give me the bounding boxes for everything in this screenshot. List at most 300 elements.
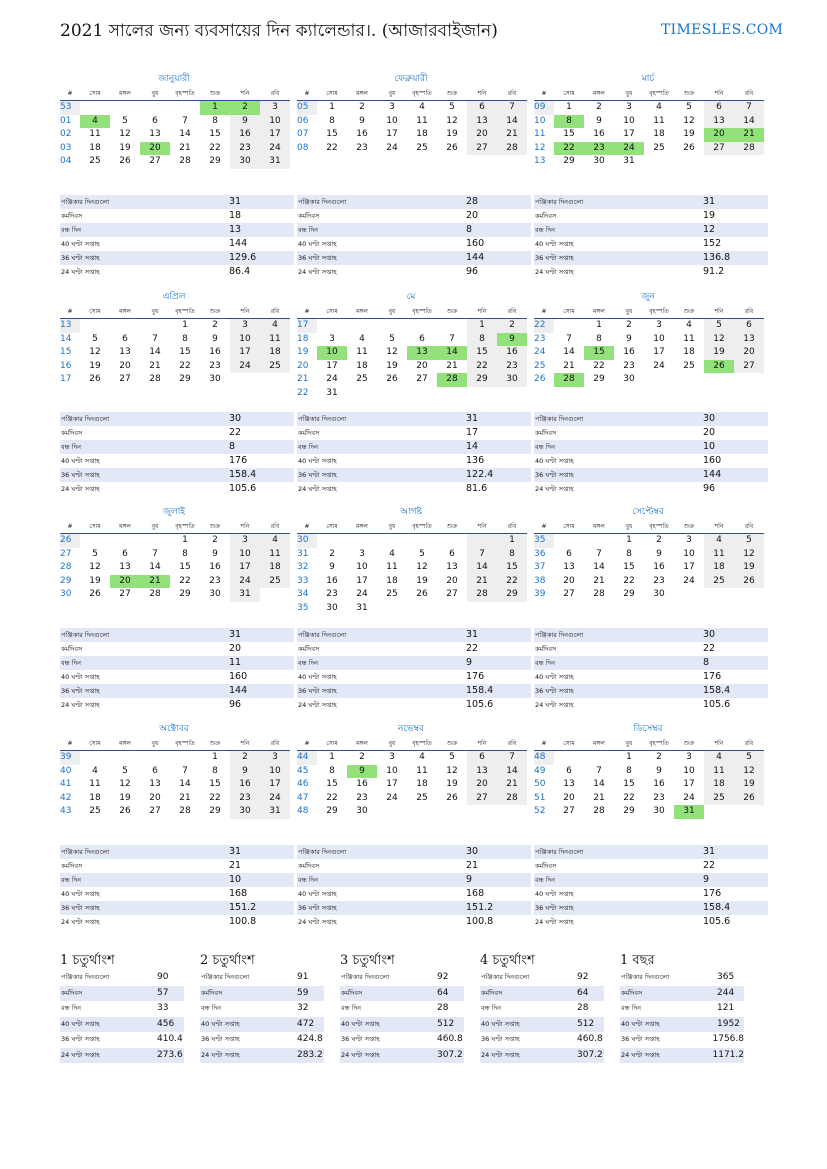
day-cell[interactable]: 28 bbox=[437, 373, 467, 387]
day-cell[interactable]: 2 bbox=[230, 751, 260, 765]
day-cell[interactable]: 20 bbox=[467, 128, 497, 142]
day-cell[interactable]: 6 bbox=[152, 115, 158, 126]
day-cell[interactable]: 14 bbox=[593, 779, 605, 789]
day-cell[interactable]: 11 bbox=[386, 562, 398, 572]
day-cell[interactable]: 28 bbox=[149, 589, 161, 599]
day-cell[interactable]: 27 bbox=[467, 142, 497, 156]
day-cell[interactable]: 14 bbox=[149, 562, 161, 572]
day-cell[interactable]: 11 bbox=[416, 765, 428, 776]
day-cell[interactable]: 19 bbox=[89, 360, 101, 371]
day-cell[interactable]: 6 bbox=[566, 548, 572, 559]
day-cell[interactable]: 31 bbox=[230, 588, 260, 602]
day-cell[interactable]: 19 bbox=[386, 360, 398, 371]
day-cell[interactable]: 20 bbox=[704, 128, 734, 142]
day-cell[interactable]: 11 bbox=[704, 548, 734, 562]
day-cell[interactable]: 16 bbox=[230, 778, 260, 792]
day-cell[interactable]: 22 bbox=[554, 142, 584, 156]
day-cell[interactable]: 29 bbox=[593, 374, 605, 384]
day-cell[interactable]: 6 bbox=[419, 333, 425, 344]
day-cell[interactable]: 15 bbox=[623, 562, 635, 572]
day-cell[interactable]: 13 bbox=[149, 779, 161, 789]
day-cell[interactable]: 13 bbox=[704, 115, 734, 129]
day-cell[interactable]: 9 bbox=[212, 333, 218, 344]
day-cell[interactable]: 15 bbox=[326, 779, 338, 789]
day-cell[interactable]: 19 bbox=[119, 142, 131, 153]
day-cell[interactable]: 10 bbox=[653, 333, 665, 344]
day-cell[interactable]: 5 bbox=[122, 765, 128, 776]
day-cell[interactable]: 19 bbox=[446, 779, 458, 789]
day-cell[interactable]: 25 bbox=[386, 589, 398, 599]
day-cell[interactable]: 7 bbox=[182, 115, 188, 126]
day-cell[interactable]: 6 bbox=[734, 319, 764, 333]
day-cell[interactable]: 7 bbox=[467, 548, 497, 562]
day-cell[interactable]: 2 bbox=[329, 548, 335, 559]
day-cell[interactable]: 22 bbox=[623, 792, 635, 803]
day-cell[interactable]: 25 bbox=[356, 374, 368, 384]
day-cell[interactable]: 13 bbox=[119, 562, 131, 572]
day-cell[interactable]: 5 bbox=[389, 333, 395, 344]
day-cell[interactable]: 5 bbox=[449, 752, 455, 762]
day-cell[interactable]: 26 bbox=[446, 142, 458, 153]
day-cell[interactable]: 8 bbox=[212, 115, 218, 126]
day-cell[interactable]: 4 bbox=[92, 765, 98, 776]
day-cell[interactable]: 31 bbox=[674, 805, 704, 819]
day-cell[interactable]: 28 bbox=[593, 806, 605, 816]
day-cell[interactable]: 24 bbox=[683, 792, 695, 803]
day-cell[interactable]: 6 bbox=[122, 333, 128, 344]
day-cell[interactable]: 31 bbox=[260, 155, 290, 169]
day-cell[interactable]: 20 bbox=[563, 792, 575, 803]
day-cell[interactable]: 13 bbox=[467, 115, 497, 129]
day-cell[interactable]: 14 bbox=[563, 347, 575, 357]
day-cell[interactable]: 28 bbox=[179, 156, 191, 166]
day-cell[interactable]: 27 bbox=[149, 156, 161, 166]
day-cell[interactable]: 28 bbox=[497, 142, 527, 156]
day-cell[interactable]: 9 bbox=[212, 548, 218, 559]
day-cell[interactable]: 18 bbox=[260, 346, 290, 360]
day-cell[interactable]: 26 bbox=[446, 792, 458, 803]
day-cell[interactable]: 15 bbox=[179, 562, 191, 572]
day-cell[interactable]: 3 bbox=[329, 333, 335, 344]
day-cell[interactable]: 19 bbox=[734, 561, 764, 575]
day-cell[interactable]: 25 bbox=[260, 575, 290, 589]
day-cell[interactable]: 27 bbox=[563, 589, 575, 599]
day-cell[interactable]: 9 bbox=[656, 548, 662, 559]
day-cell[interactable]: 17 bbox=[386, 129, 398, 139]
day-cell[interactable]: 23 bbox=[356, 142, 368, 153]
day-cell[interactable]: 3 bbox=[389, 102, 395, 112]
day-cell[interactable]: 16 bbox=[593, 129, 605, 139]
day-cell[interactable]: 13 bbox=[407, 346, 437, 360]
day-cell[interactable]: 22 bbox=[209, 142, 221, 153]
day-cell[interactable]: 9 bbox=[626, 333, 632, 344]
day-cell[interactable]: 2 bbox=[359, 102, 365, 112]
day-cell[interactable]: 20 bbox=[734, 346, 764, 360]
day-cell[interactable]: 16 bbox=[653, 779, 665, 789]
day-cell[interactable]: 21 bbox=[497, 128, 527, 142]
day-cell[interactable]: 24 bbox=[230, 575, 260, 589]
day-cell[interactable]: 2 bbox=[212, 535, 218, 545]
day-cell[interactable]: 11 bbox=[356, 347, 368, 357]
day-cell[interactable]: 28 bbox=[467, 588, 497, 602]
day-cell[interactable]: 13 bbox=[734, 333, 764, 347]
day-cell[interactable]: 6 bbox=[449, 548, 455, 559]
day-cell[interactable]: 22 bbox=[179, 575, 191, 586]
day-cell[interactable]: 11 bbox=[683, 333, 695, 344]
day-cell[interactable]: 31 bbox=[326, 387, 338, 398]
day-cell[interactable]: 1 bbox=[596, 320, 602, 330]
day-cell[interactable]: 11 bbox=[653, 115, 665, 126]
day-cell[interactable]: 28 bbox=[179, 806, 191, 816]
day-cell[interactable]: 4 bbox=[260, 534, 290, 548]
day-cell[interactable]: 10 bbox=[623, 115, 635, 126]
day-cell[interactable]: 9 bbox=[329, 562, 335, 572]
day-cell[interactable]: 19 bbox=[89, 575, 101, 586]
day-cell[interactable]: 10 bbox=[683, 765, 695, 776]
day-cell[interactable]: 21 bbox=[563, 360, 575, 371]
day-cell[interactable]: 22 bbox=[623, 575, 635, 586]
day-cell[interactable]: 12 bbox=[89, 562, 101, 572]
day-cell[interactable]: 13 bbox=[149, 129, 161, 139]
day-cell[interactable]: 29 bbox=[623, 806, 635, 816]
day-cell[interactable]: 24 bbox=[260, 142, 290, 156]
day-cell[interactable]: 12 bbox=[119, 129, 131, 139]
day-cell[interactable]: 3 bbox=[230, 319, 260, 333]
day-cell[interactable]: 10 bbox=[386, 765, 398, 776]
day-cell[interactable]: 25 bbox=[89, 806, 101, 816]
day-cell[interactable]: 27 bbox=[119, 374, 131, 384]
day-cell[interactable]: 17 bbox=[653, 347, 665, 357]
day-cell[interactable]: 17 bbox=[623, 129, 635, 139]
day-cell[interactable]: 8 bbox=[497, 548, 527, 562]
day-cell[interactable]: 4 bbox=[686, 320, 692, 330]
day-cell[interactable]: 5 bbox=[122, 115, 128, 126]
day-cell[interactable]: 27 bbox=[149, 806, 161, 816]
day-cell[interactable]: 28 bbox=[149, 374, 161, 384]
day-cell[interactable]: 16 bbox=[497, 346, 527, 360]
day-cell[interactable]: 29 bbox=[623, 589, 635, 599]
day-cell[interactable]: 22 bbox=[497, 575, 527, 589]
day-cell[interactable]: 7 bbox=[182, 765, 188, 776]
day-cell[interactable]: 3 bbox=[686, 535, 692, 545]
day-cell[interactable]: 13 bbox=[563, 562, 575, 572]
day-cell[interactable]: 15 bbox=[326, 129, 338, 139]
day-cell[interactable]: 9 bbox=[596, 115, 602, 126]
day-cell[interactable]: 21 bbox=[593, 575, 605, 586]
day-cell[interactable]: 8 bbox=[554, 115, 584, 129]
day-cell[interactable]: 31 bbox=[356, 602, 368, 613]
day-cell[interactable]: 27 bbox=[446, 589, 458, 599]
day-cell[interactable]: 25 bbox=[89, 156, 101, 166]
day-cell[interactable]: 20 bbox=[110, 575, 140, 589]
day-cell[interactable]: 3 bbox=[656, 320, 662, 330]
day-cell[interactable]: 14 bbox=[437, 346, 467, 360]
day-cell[interactable]: 1 bbox=[497, 534, 527, 548]
day-cell[interactable]: 18 bbox=[683, 347, 695, 357]
day-cell[interactable]: 23 bbox=[230, 142, 260, 156]
day-cell[interactable]: 13 bbox=[467, 765, 497, 779]
day-cell[interactable]: 18 bbox=[704, 778, 734, 792]
day-cell[interactable]: 23 bbox=[653, 792, 665, 803]
day-cell[interactable]: 25 bbox=[260, 360, 290, 374]
day-cell[interactable]: 20 bbox=[140, 142, 170, 156]
day-cell[interactable]: 28 bbox=[554, 373, 584, 387]
day-cell[interactable]: 24 bbox=[326, 374, 338, 384]
day-cell[interactable]: 26 bbox=[89, 374, 101, 384]
day-cell[interactable]: 30 bbox=[326, 602, 338, 613]
day-cell[interactable]: 26 bbox=[416, 589, 428, 599]
day-cell[interactable]: 10 bbox=[386, 115, 398, 126]
day-cell[interactable]: 16 bbox=[209, 347, 221, 357]
day-cell[interactable]: 21 bbox=[179, 142, 191, 153]
day-cell[interactable]: 18 bbox=[260, 561, 290, 575]
day-cell[interactable]: 7 bbox=[596, 548, 602, 559]
day-cell[interactable]: 11 bbox=[260, 548, 290, 562]
day-cell[interactable]: 21 bbox=[179, 792, 191, 803]
day-cell[interactable]: 28 bbox=[593, 589, 605, 599]
day-cell[interactable]: 8 bbox=[329, 115, 335, 126]
day-cell[interactable]: 27 bbox=[734, 360, 764, 374]
day-cell[interactable]: 5 bbox=[704, 319, 734, 333]
day-cell[interactable]: 12 bbox=[734, 548, 764, 562]
day-cell[interactable]: 2 bbox=[230, 101, 260, 115]
day-cell[interactable]: 23 bbox=[497, 360, 527, 374]
day-cell[interactable]: 7 bbox=[566, 333, 572, 344]
day-cell[interactable]: 6 bbox=[122, 548, 128, 559]
day-cell[interactable]: 17 bbox=[326, 360, 338, 371]
day-cell[interactable]: 16 bbox=[230, 128, 260, 142]
day-cell[interactable]: 21 bbox=[497, 778, 527, 792]
day-cell[interactable]: 6 bbox=[467, 751, 497, 765]
day-cell[interactable]: 19 bbox=[446, 129, 458, 139]
day-cell[interactable]: 4 bbox=[704, 534, 734, 548]
day-cell[interactable]: 3 bbox=[686, 752, 692, 762]
day-cell[interactable]: 29 bbox=[179, 589, 191, 599]
day-cell[interactable]: 1 bbox=[329, 752, 335, 762]
day-cell[interactable]: 26 bbox=[683, 142, 695, 153]
day-cell[interactable]: 5 bbox=[686, 102, 692, 112]
day-cell[interactable]: 4 bbox=[419, 102, 425, 112]
day-cell[interactable]: 10 bbox=[260, 765, 290, 779]
day-cell[interactable]: 24 bbox=[653, 360, 665, 371]
day-cell[interactable]: 28 bbox=[497, 792, 527, 806]
day-cell[interactable]: 23 bbox=[209, 575, 221, 586]
day-cell[interactable]: 7 bbox=[449, 333, 455, 344]
day-cell[interactable]: 21 bbox=[446, 360, 458, 371]
day-cell[interactable]: 26 bbox=[734, 575, 764, 589]
day-cell[interactable]: 10 bbox=[683, 548, 695, 559]
day-cell[interactable]: 21 bbox=[734, 128, 764, 142]
day-cell[interactable]: 24 bbox=[230, 360, 260, 374]
day-cell[interactable]: 3 bbox=[389, 752, 395, 762]
day-cell[interactable]: 2 bbox=[656, 535, 662, 545]
day-cell[interactable]: 14 bbox=[179, 779, 191, 789]
day-cell[interactable]: 1 bbox=[626, 752, 632, 762]
day-cell[interactable]: 19 bbox=[119, 792, 131, 803]
day-cell[interactable]: 15 bbox=[467, 346, 497, 360]
day-cell[interactable]: 14 bbox=[467, 561, 497, 575]
day-cell[interactable]: 30 bbox=[209, 589, 221, 599]
day-cell[interactable]: 15 bbox=[497, 561, 527, 575]
day-cell[interactable]: 16 bbox=[209, 562, 221, 572]
day-cell[interactable]: 22 bbox=[467, 360, 497, 374]
day-cell[interactable]: 2 bbox=[656, 752, 662, 762]
day-cell[interactable]: 24 bbox=[386, 142, 398, 153]
day-cell[interactable]: 24 bbox=[386, 792, 398, 803]
day-cell[interactable]: 27 bbox=[563, 806, 575, 816]
day-cell[interactable]: 12 bbox=[734, 765, 764, 779]
day-cell[interactable]: 1 bbox=[182, 535, 188, 545]
day-cell[interactable]: 30 bbox=[653, 589, 665, 599]
day-cell[interactable]: 9 bbox=[497, 333, 527, 347]
day-cell[interactable]: 11 bbox=[416, 115, 428, 126]
day-cell[interactable]: 10 bbox=[356, 562, 368, 572]
day-cell[interactable]: 4 bbox=[80, 115, 110, 129]
day-cell[interactable]: 26 bbox=[704, 360, 734, 374]
day-cell[interactable]: 21 bbox=[467, 575, 497, 589]
day-cell[interactable]: 14 bbox=[149, 347, 161, 357]
day-cell[interactable]: 26 bbox=[386, 374, 398, 384]
day-cell[interactable]: 4 bbox=[704, 751, 734, 765]
day-cell[interactable]: 11 bbox=[89, 129, 101, 139]
day-cell[interactable]: 9 bbox=[656, 765, 662, 776]
day-cell[interactable]: 4 bbox=[656, 102, 662, 112]
day-cell[interactable]: 22 bbox=[326, 792, 338, 803]
day-cell[interactable]: 20 bbox=[467, 778, 497, 792]
day-cell[interactable]: 25 bbox=[416, 792, 428, 803]
day-cell[interactable]: 1 bbox=[200, 101, 230, 115]
day-cell[interactable]: 5 bbox=[734, 534, 764, 548]
day-cell[interactable]: 14 bbox=[593, 562, 605, 572]
day-cell[interactable]: 11 bbox=[89, 779, 101, 789]
day-cell[interactable]: 4 bbox=[419, 752, 425, 762]
day-cell[interactable]: 5 bbox=[449, 102, 455, 112]
day-cell[interactable]: 24 bbox=[356, 589, 368, 599]
day-cell[interactable]: 25 bbox=[416, 142, 428, 153]
day-cell[interactable]: 24 bbox=[614, 142, 644, 156]
day-cell[interactable]: 12 bbox=[119, 779, 131, 789]
day-cell[interactable]: 5 bbox=[734, 751, 764, 765]
day-cell[interactable]: 27 bbox=[416, 374, 428, 384]
day-cell[interactable]: 30 bbox=[593, 156, 605, 166]
day-cell[interactable]: 29 bbox=[467, 373, 497, 387]
day-cell[interactable]: 18 bbox=[89, 142, 101, 153]
day-cell[interactable]: 7 bbox=[152, 548, 158, 559]
day-cell[interactable]: 23 bbox=[653, 575, 665, 586]
day-cell[interactable]: 11 bbox=[260, 333, 290, 347]
day-cell[interactable]: 29 bbox=[326, 806, 338, 816]
day-cell[interactable]: 20 bbox=[119, 360, 131, 371]
day-cell[interactable]: 25 bbox=[683, 360, 695, 371]
day-cell[interactable]: 19 bbox=[683, 129, 695, 139]
day-cell[interactable]: 16 bbox=[326, 575, 338, 586]
day-cell[interactable]: 16 bbox=[653, 562, 665, 572]
day-cell[interactable]: 23 bbox=[356, 792, 368, 803]
day-cell[interactable]: 14 bbox=[734, 115, 764, 129]
day-cell[interactable]: 4 bbox=[260, 319, 290, 333]
day-cell[interactable]: 29 bbox=[179, 374, 191, 384]
day-cell[interactable]: 30 bbox=[653, 806, 665, 816]
day-cell[interactable]: 20 bbox=[416, 360, 428, 371]
day-cell[interactable]: 29 bbox=[497, 588, 527, 602]
day-cell[interactable]: 20 bbox=[563, 575, 575, 586]
day-cell[interactable]: 23 bbox=[326, 589, 338, 599]
day-cell[interactable]: 12 bbox=[89, 347, 101, 357]
day-cell[interactable]: 22 bbox=[209, 792, 221, 803]
day-cell[interactable]: 20 bbox=[149, 792, 161, 803]
day-cell[interactable]: 31 bbox=[623, 156, 635, 166]
day-cell[interactable]: 9 bbox=[230, 765, 260, 779]
day-cell[interactable]: 21 bbox=[149, 360, 161, 371]
day-cell[interactable]: 16 bbox=[356, 779, 368, 789]
day-cell[interactable]: 3 bbox=[626, 102, 632, 112]
day-cell[interactable]: 17 bbox=[230, 346, 260, 360]
day-cell[interactable]: 26 bbox=[89, 589, 101, 599]
day-cell[interactable]: 9 bbox=[347, 765, 377, 779]
day-cell[interactable]: 19 bbox=[416, 575, 428, 586]
day-cell[interactable]: 5 bbox=[92, 333, 98, 344]
day-cell[interactable]: 12 bbox=[683, 115, 695, 126]
day-cell[interactable]: 19 bbox=[734, 778, 764, 792]
day-cell[interactable]: 18 bbox=[653, 129, 665, 139]
day-cell[interactable]: 17 bbox=[683, 779, 695, 789]
day-cell[interactable]: 6 bbox=[704, 101, 734, 115]
day-cell[interactable]: 9 bbox=[359, 115, 365, 126]
day-cell[interactable]: 17 bbox=[260, 778, 290, 792]
day-cell[interactable]: 27 bbox=[704, 142, 734, 156]
day-cell[interactable]: 25 bbox=[704, 792, 734, 806]
day-cell[interactable]: 8 bbox=[212, 765, 218, 776]
day-cell[interactable]: 18 bbox=[416, 779, 428, 789]
day-cell[interactable]: 8 bbox=[626, 548, 632, 559]
day-cell[interactable]: 23 bbox=[230, 792, 260, 806]
day-cell[interactable]: 20 bbox=[446, 575, 458, 586]
day-cell[interactable]: 23 bbox=[623, 360, 635, 371]
day-cell[interactable]: 4 bbox=[389, 548, 395, 559]
day-cell[interactable]: 10 bbox=[260, 115, 290, 129]
day-cell[interactable]: 15 bbox=[209, 779, 221, 789]
day-cell[interactable]: 1 bbox=[182, 320, 188, 330]
day-cell[interactable]: 7 bbox=[734, 101, 764, 115]
day-cell[interactable]: 3 bbox=[359, 548, 365, 559]
day-cell[interactable]: 13 bbox=[119, 347, 131, 357]
day-cell[interactable]: 11 bbox=[704, 765, 734, 779]
brand-logo[interactable]: TIMESLES.COM bbox=[661, 22, 784, 38]
day-cell[interactable]: 9 bbox=[230, 115, 260, 129]
day-cell[interactable]: 26 bbox=[119, 156, 131, 166]
day-cell[interactable]: 8 bbox=[596, 333, 602, 344]
day-cell[interactable]: 3 bbox=[260, 101, 290, 115]
day-cell[interactable]: 12 bbox=[416, 562, 428, 572]
day-cell[interactable]: 5 bbox=[419, 548, 425, 559]
day-cell[interactable]: 2 bbox=[626, 320, 632, 330]
day-cell[interactable]: 12 bbox=[704, 333, 734, 347]
day-cell[interactable]: 15 bbox=[209, 129, 221, 139]
day-cell[interactable]: 2 bbox=[596, 102, 602, 112]
day-cell[interactable]: 30 bbox=[623, 374, 635, 384]
day-cell[interactable]: 13 bbox=[563, 779, 575, 789]
day-cell[interactable]: 17 bbox=[260, 128, 290, 142]
day-cell[interactable]: 2 bbox=[497, 319, 527, 333]
day-cell[interactable]: 10 bbox=[317, 346, 347, 360]
day-cell[interactable]: 6 bbox=[152, 765, 158, 776]
day-cell[interactable]: 30 bbox=[209, 374, 221, 384]
day-cell[interactable]: 6 bbox=[467, 101, 497, 115]
day-cell[interactable]: 27 bbox=[119, 589, 131, 599]
day-cell[interactable]: 18 bbox=[416, 129, 428, 139]
day-cell[interactable]: 17 bbox=[230, 561, 260, 575]
day-cell[interactable]: 4 bbox=[359, 333, 365, 344]
